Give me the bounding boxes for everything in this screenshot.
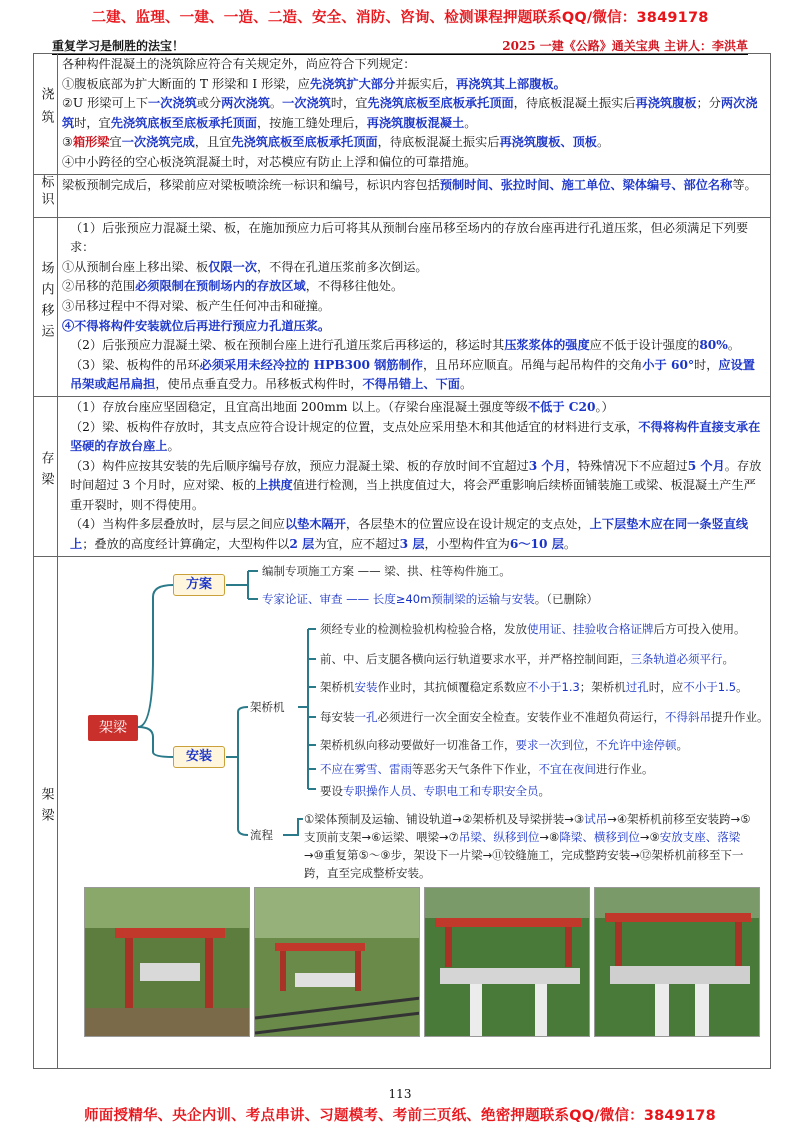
t: ②吊移的范围 (62, 279, 136, 294)
page-number: 113 (388, 1087, 412, 1101)
t: ；架桥机 (579, 679, 626, 694)
t: 时，宜 (330, 96, 368, 111)
yy-i2 (62, 277, 766, 297)
yy-p1: （1）后张预应力混凝土梁、板，在施加预应力后可将其从预制台座吊移至场内的存放台座再进行孔道压浆，但必须满足下列要求： (70, 220, 749, 255)
t: ，且吊环应顺直。吊绳与起吊构件的交角 (423, 357, 643, 372)
t: 等。 (732, 177, 757, 192)
t: 一次浇筑 (148, 96, 197, 111)
top-banner: 二建、监理、一建、一造、二造、安全、消防、咨询、检测课程押题联系QQ/微信：3849178 (91, 10, 709, 26)
t: ，待底板混凝土振实后 (513, 96, 636, 111)
t: 或分 (196, 96, 222, 111)
connector-anzhuang (226, 707, 248, 835)
t: ，各层垫木的位置应设在设计规定的支点处， (345, 517, 590, 532)
t: ；叠放的高度经计算确定，大型构件以 (82, 537, 290, 552)
t: ，特殊情况下不应超过 (565, 458, 688, 473)
bridge-erection-photo-1 (84, 887, 250, 1037)
t: （3）构件应按其安装的先后顺序编号存放，预应力混凝土梁、板的存放时间不宜超过 (70, 458, 529, 473)
jiaqiaoji-item-7 (320, 783, 550, 799)
row-cunliang (34, 396, 771, 556)
fangan-item-1: 编制专项施工方案 —— 梁、拱、柱等构件施工。 (262, 563, 511, 578)
t: 前、中、后支腿各横向运行轨道要求水平，并严格控制间距， (320, 651, 631, 666)
t: 80% (699, 338, 728, 353)
t: 应设置吊架或起吊扁担 (70, 357, 755, 392)
t: 预制时间、张拉时间、施工单位、梁体编号、部位名称 (439, 177, 733, 192)
t: 3 层 (399, 537, 425, 552)
t: ，待底板混凝土振实后 (377, 135, 500, 150)
bridge-erection-photo-2 (254, 887, 420, 1037)
t: 后方可投入使用。 (653, 621, 746, 636)
t: 必须限制在预制场内的存放区域 (135, 279, 306, 294)
content-table (33, 53, 771, 1069)
connector-root-anzhuang (138, 727, 173, 757)
t: 不小于1.5 (683, 679, 737, 694)
jz-item-2 (62, 94, 766, 133)
t: 先浇筑底板至底板承托顶面 (231, 135, 378, 150)
t: 降梁、横移到位 (559, 829, 640, 844)
t: （4）当构件多层叠放时，层与层之间应 (70, 517, 285, 532)
t: 必须采用未经冷拉的 HPB300 钢筋制作 (199, 357, 423, 372)
t: 仅限一次 (208, 259, 257, 274)
section-body-cunliang (58, 396, 771, 556)
t: 架桥机纵向移动要做好一切准备工作， (320, 737, 516, 752)
t: 一孔 (354, 709, 378, 724)
t: 应不低于设计强度的 (589, 338, 700, 353)
t: 时，宜 (74, 115, 111, 130)
section-body-yiyun (58, 217, 771, 396)
yy-i1 (62, 258, 766, 278)
t: 梁板预制完成后，移梁前应对梁板喷涂统一标识和编号，标识内容包括 (62, 177, 440, 192)
t: 。 (597, 135, 610, 150)
t: ，小型构件宜为 (424, 537, 510, 552)
yy-p2 (62, 336, 766, 356)
section-label-jialiang (34, 556, 58, 1068)
section-label-biaoshi (34, 174, 58, 217)
t: 必须进行一次全面安全检查。安装作业不准超负荷运行， (377, 709, 665, 724)
t: 箱形梁 (72, 135, 110, 150)
t: 。（已删除） (534, 591, 599, 606)
t: 两次浇筑 (221, 96, 270, 111)
t: ③ (62, 135, 73, 150)
label-text: 架梁 (38, 787, 54, 830)
jiaqiaoji-item-6 (320, 761, 654, 777)
t: 。 (676, 737, 688, 752)
header-book-title: 2025 一建《公路》通关宝典 主讲人：李洪革 (502, 39, 748, 53)
t: 。 (460, 377, 473, 392)
t: 小于 60° (642, 357, 695, 372)
section-label-jiaozhu (34, 54, 58, 175)
label-text: 标识 (38, 174, 54, 209)
t: 6～10 层 (509, 537, 564, 552)
t: ①梁体预制及运输、铺设轨道→②架桥机及导梁拼装→③ (304, 811, 585, 826)
t: →④架桥机前移至安装跨→⑤ (607, 811, 751, 826)
jiaqiaoji-item-5 (320, 737, 688, 753)
fangan-item-2 (262, 591, 598, 607)
t: 。 (727, 338, 741, 353)
jiaqiaoji-item-3 (320, 679, 748, 695)
t: 以垫木隔开 (284, 517, 346, 532)
t: →⑧ (539, 829, 560, 844)
t: 不宜在夜间 (538, 761, 596, 776)
t: 支顶前支架→⑥运梁、喂梁→⑦ (304, 829, 459, 844)
t: 一次浇筑完成 (121, 135, 195, 150)
t: 先浇筑底板至底板承托顶面 (367, 96, 514, 111)
cl-p2 (62, 418, 766, 457)
t: 安装 (354, 679, 378, 694)
t: 为宜，应不超过 (314, 537, 400, 552)
t: 三条轨道必须平行 (630, 651, 723, 666)
photo-illustration (425, 888, 590, 1037)
t: 。 (563, 537, 577, 552)
t: 不允许中途停顿 (596, 737, 677, 752)
t: 上下层垫木应在同一条竖直线上 (70, 517, 749, 552)
cl-p4 (62, 515, 766, 554)
t: 要求一次到位 (515, 737, 585, 752)
t: 等恶劣天气条件下作业， (412, 761, 539, 776)
cl-p3 (62, 457, 766, 516)
t: ②U 形梁可上下 (62, 96, 149, 111)
mindmap-node-liucheng: 流程 (250, 827, 273, 842)
bridge-erection-photo-3 (424, 887, 590, 1037)
t: 两次浇筑 (62, 96, 758, 130)
t: 不低于 C20 (527, 399, 596, 414)
liucheng-line-4: 跨，直至完成整桥安装。 (304, 865, 431, 880)
t: →⑨ (639, 829, 660, 844)
t: 压浆浆体的强度 (504, 338, 590, 353)
t: 每安装 (320, 709, 355, 724)
mindmap-node-fangan: 方案 (173, 574, 225, 596)
t: ①从预制台座上移出梁、板 (62, 259, 209, 274)
t: 。存放时间超过 3 个月时，应对梁、板的 (70, 458, 762, 493)
t: 不得吊错上、下面 (362, 377, 460, 392)
t: 不应在 (320, 761, 355, 776)
mindmap-connectors (58, 557, 770, 897)
t: 再浇筑其上部腹板。 (456, 76, 566, 91)
t: ；分 (696, 96, 721, 111)
connector-root-fangan (138, 585, 173, 727)
header-motto: 重复学习是制胜的法宝！ (52, 39, 185, 53)
t: 吊梁、纵移到位 (458, 829, 540, 844)
t: 值进行检测，当上拱度值过大，将会严重影响后续桥面铺装施工或梁、板混凝土产生严重开裂时，则不得使用。 (70, 478, 756, 512)
mindmap-node-jiaqiaoji: 架桥机 (250, 699, 285, 714)
yy-i3: ③吊移过程中不得对梁、板产生任何冲击和碰撞。 (62, 298, 331, 313)
t: ， (584, 737, 596, 752)
jz-item-3 (62, 133, 766, 153)
mindmap-cell (58, 556, 771, 1068)
t: 时，应 (648, 679, 684, 694)
t: 。 (538, 783, 550, 798)
t: ，不得在孔道压浆前多次倒运。 (257, 259, 428, 274)
t: 架桥机 (320, 679, 355, 694)
t: 专家论证、审查 —— 长度≥40m预制梁的运输与安装 (262, 591, 535, 606)
t: （1）存放台座应坚固稳定，且宜高出地面 200mm 以上。（存梁台座混凝土强度等级 (70, 399, 528, 414)
t: 并振实后， (395, 76, 457, 91)
t: 不得斜吊 (665, 709, 711, 724)
t: （2）梁、板构件存放时，其支点应符合设计规定的位置，支点处应采用垫木和其他适宜的材料进行支承， (70, 419, 639, 434)
jz-item-1 (62, 75, 766, 95)
t: 5 个月 (687, 458, 725, 473)
t: ，且宜 (194, 135, 232, 150)
t: 。 (167, 439, 180, 454)
photo-illustration (255, 888, 420, 1037)
t: ，使吊点垂直受力。吊移板式构件时， (155, 377, 363, 392)
t: 再浇筑腹板混凝土 (366, 115, 465, 130)
row-biaoshi (34, 174, 771, 217)
t: （3）梁、板构件的吊环 (70, 357, 200, 372)
t: 。） (595, 399, 614, 414)
label-text: 浇筑 (38, 86, 54, 133)
t: 作业时，其抗倾覆稳定系数应 (377, 679, 527, 694)
bottom-banner: 师面授精华、央企内训、考点串讲、习题模考、考前三页纸、绝密押题联系QQ/微信：3849178 (84, 1108, 716, 1124)
jiaqiaoji-item-1 (320, 621, 746, 637)
row-yiyun (34, 217, 771, 396)
label-text: 存梁 (38, 451, 54, 494)
jz-intro: 各种构件混凝土的浇筑除应符合有关规定外，尚应符合下列规定： (62, 57, 416, 71)
t: （2）后张预应力混凝土梁、板在预制台座上进行孔道压浆后再移运的，移运时其 (70, 338, 505, 353)
t: 试吊 (584, 811, 608, 826)
t: 宜 (109, 135, 122, 150)
t: 过孔 (625, 679, 649, 694)
t: 时， (694, 357, 719, 372)
yy-i4: ④不得将构件安装就位后再进行预应力孔道压浆。 (62, 318, 331, 333)
jz-item-4: ④中小跨径的空心板浇筑混凝土时，对芯模应有防止上浮和偏位的可靠措施。 (62, 154, 477, 169)
t: 。 (269, 96, 283, 111)
cl-p1 (62, 398, 766, 418)
liucheng-line-3: →⑩重复第⑤～⑨步，架设下一片梁→⑪铰缝施工，完成整跨安装→⑫架桥机前移至下一 (304, 847, 744, 862)
t: 进行作业。 (596, 761, 654, 776)
t: 须经专业的检测检验机构检验合格，发放 (320, 621, 527, 636)
t: 使用证、挂验收合格证牌 (527, 621, 654, 636)
t: 先浇筑扩大部分 (309, 76, 396, 91)
t: 不得将构件直接支承在坚硬的存放台座上 (70, 419, 761, 454)
t: 上拱度 (256, 478, 293, 493)
photo-illustration (595, 888, 760, 1037)
photo-illustration (85, 888, 250, 1037)
section-body-jiaozhu (58, 54, 771, 175)
t: 不小于1.3 (527, 679, 580, 694)
t: 。 (722, 651, 734, 666)
section-label-cunliang (34, 396, 58, 556)
yy-p3 (62, 356, 766, 395)
liucheng-line-2 (304, 829, 740, 845)
t: ，按施工缝处理后， (257, 115, 367, 130)
t: 再浇筑腹板、顶板 (499, 135, 597, 150)
t: ①腹板底部为扩大断面的 T 形梁和 I 形梁，应 (62, 76, 310, 91)
t: 雾雪、雷雨 (354, 761, 412, 776)
mindmap-node-anzhuang: 安装 (173, 746, 225, 768)
label-text: 场内移运 (38, 260, 54, 345)
t: 一次浇筑 (282, 96, 331, 111)
connector-jiaqiaoji (298, 629, 316, 789)
connector-fangan (226, 571, 258, 599)
t: 提升作业。 (711, 709, 769, 724)
connector-liucheng (283, 819, 303, 835)
t: 。 (736, 679, 748, 694)
row-jiaozhu (34, 54, 771, 175)
bridge-erection-photo-4 (594, 887, 760, 1037)
liucheng-line-1 (304, 811, 751, 827)
t: 3 个月 (528, 458, 566, 473)
t: 2 层 (289, 537, 315, 552)
t: ，不得移往他处。 (305, 279, 404, 294)
mindmap-root: 架梁 (88, 715, 138, 741)
section-label-yiyun (34, 217, 58, 396)
t: 要设 (320, 783, 343, 798)
section-body-biaoshi (58, 174, 771, 217)
jiaqiaoji-item-4 (320, 709, 769, 725)
t: 安放支座、落梁 (659, 829, 741, 844)
t: 先浇筑底板至底板承托顶面 (110, 115, 257, 130)
t: 专职操作人员、专职电工和专职安全员 (343, 783, 539, 798)
row-jialiang (34, 556, 771, 1068)
t: 再浇筑腹板 (635, 96, 697, 111)
jiaqiaoji-item-2 (320, 651, 734, 667)
t: 。 (464, 115, 477, 130)
